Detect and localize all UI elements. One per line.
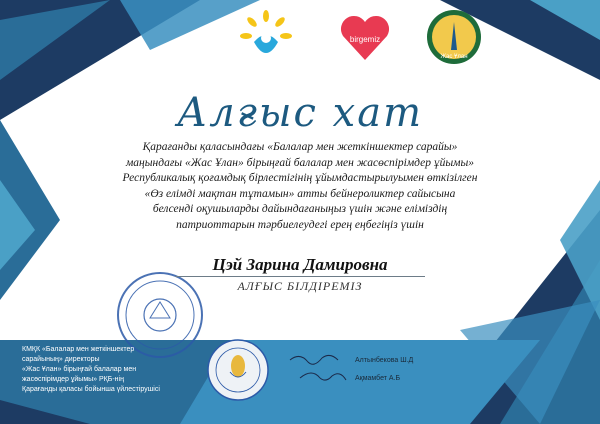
footer-line: Қарағанды қаласы бойынша үйлестірушісі bbox=[22, 386, 160, 393]
footer-line: сарайының» директоры bbox=[22, 356, 100, 363]
body-line: белсенді оқушыларды дайындағаныңыз үшін және еліміздің bbox=[152, 203, 448, 215]
zhas-ulan-text: Жас Ұлан bbox=[440, 54, 468, 60]
body-line: патриоттарын тәрбиелеудегі ерең еңбегіңіз үшін bbox=[176, 218, 424, 231]
signatory-name: Ақмамбет А.Б bbox=[355, 375, 401, 382]
footer-line: КМҚК «Балалар мен жеткіншектер bbox=[22, 346, 135, 353]
body-line: Қарағанды қаласындағы «Балалар мен жеткіншектер сарайы» bbox=[142, 141, 458, 153]
footer-organization bbox=[22, 345, 187, 395]
birgemiz-logo bbox=[338, 12, 392, 64]
body-text bbox=[95, 140, 505, 233]
sun-child-logo bbox=[236, 8, 296, 68]
zhas-ulan-logo bbox=[425, 8, 483, 66]
body-line: Республикалық қоғамдық бірлестігінің ұйымдастырылуымен өткізілген bbox=[122, 172, 478, 184]
footer-line: жасөспірімдер ұйымы» РҚБ-нің bbox=[22, 376, 124, 383]
body-line: маңындағы «Жас Ұлан» бірыңғай балалар мен жасөспірімдер ұйымы» bbox=[125, 156, 475, 169]
birgemiz-text: birgemiz bbox=[349, 35, 381, 44]
footer-line: «Жас Ұлан» бірыңғай балалар мен bbox=[22, 366, 137, 373]
recipient-name: Цэй Зарина Дамировна bbox=[212, 255, 388, 274]
signatory-name: Алтынбекова Ш.Д bbox=[355, 357, 414, 364]
gratitude-text: АЛҒЫС БІЛДІРЕМІЗ bbox=[237, 279, 363, 293]
name-underline bbox=[175, 276, 425, 277]
certificate-title: Алғыс хат bbox=[176, 90, 423, 136]
round-stamp-center bbox=[208, 340, 268, 400]
body-line: «Өз елімді мақтан тұтамын» атты бейнероликтер сайысына bbox=[144, 187, 456, 200]
